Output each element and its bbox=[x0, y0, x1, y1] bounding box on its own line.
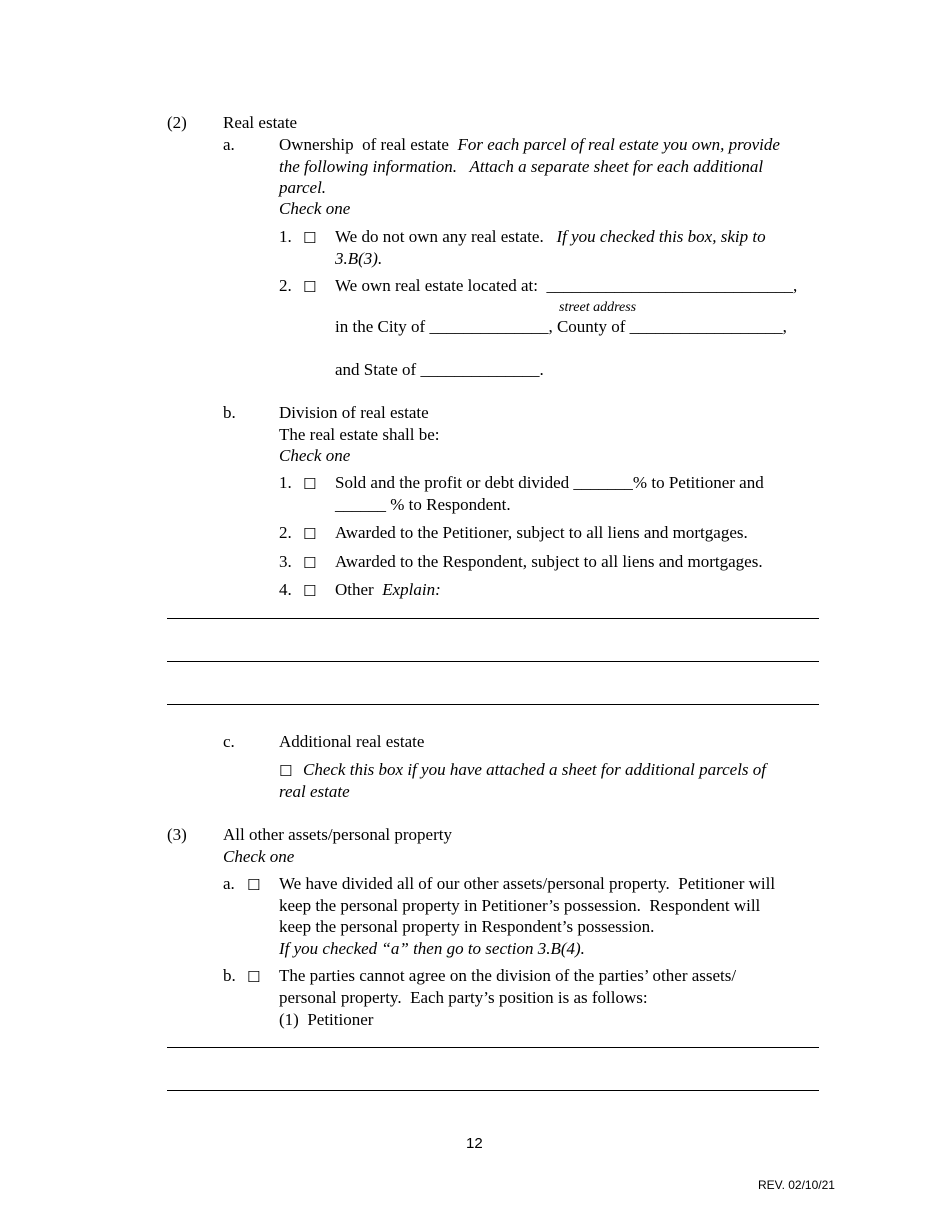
checkbox-icon: ☐ bbox=[303, 554, 317, 572]
b-opt2-number: 2. bbox=[279, 523, 292, 542]
a-opt2-state-line[interactable]: and State of ______________. bbox=[335, 360, 544, 379]
checkbox-icon: ☐ bbox=[303, 475, 317, 493]
item-a-instruction-2: the following information. Attach a separate sheet for each additional bbox=[279, 157, 764, 176]
explain-line-2[interactable] bbox=[167, 661, 819, 662]
item-a-instruction-3: parcel. bbox=[279, 178, 327, 197]
a-opt1-checkbox[interactable] bbox=[303, 227, 316, 249]
s3-a-letter: a. bbox=[223, 874, 235, 893]
item-b-title: Division of real estate bbox=[279, 403, 429, 422]
s3-a-text-2: keep the personal property in Petitioner’s possession. Respondent will bbox=[279, 896, 761, 915]
item-a-instruction: For each parcel of real estate you own, provide bbox=[457, 135, 780, 154]
item-b-subtitle: The real estate shall be: bbox=[279, 425, 440, 444]
checkbox-icon: ☐ bbox=[303, 582, 317, 600]
checkbox-icon: ☐ bbox=[303, 278, 317, 296]
section-2-title: Real estate bbox=[223, 113, 298, 132]
b-opt1-checkbox[interactable] bbox=[303, 473, 316, 495]
s3-a-checkbox[interactable] bbox=[247, 874, 260, 896]
a-opt1-note: If you checked this box, skip to bbox=[556, 227, 766, 246]
checkbox-icon: ☐ bbox=[303, 525, 317, 543]
c-note: Check this box if you have attached a sheet for additional parcels of bbox=[303, 760, 767, 779]
b-opt3-text: Awarded to the Respondent, subject to all liens and mortgages. bbox=[335, 552, 763, 571]
b-opt4-number: 4. bbox=[279, 580, 292, 599]
s3-b-text: The parties cannot agree on the division of the parties’ other assets/ bbox=[279, 966, 737, 985]
b-opt4-explain: Explain: bbox=[382, 580, 441, 599]
checkbox-icon: ☐ bbox=[279, 762, 293, 780]
b-opt4-checkbox[interactable] bbox=[303, 580, 316, 602]
petitioner-line-1[interactable] bbox=[167, 1047, 819, 1048]
checkbox-icon: ☐ bbox=[247, 968, 261, 986]
s3-b-letter: b. bbox=[223, 966, 236, 985]
page-number: 12 bbox=[466, 1135, 483, 1152]
section-3-number: (3) bbox=[167, 825, 187, 844]
s3-a-note: If you checked “a” then go to section 3.B(4). bbox=[279, 939, 585, 958]
c-note-2: real estate bbox=[279, 782, 350, 801]
section-3-title: All other assets/personal property bbox=[223, 825, 452, 844]
checkbox-icon: ☐ bbox=[247, 876, 261, 894]
item-b-letter: b. bbox=[223, 403, 236, 422]
section-2-number: (2) bbox=[167, 113, 187, 132]
b-opt1-number: 1. bbox=[279, 473, 292, 492]
revision-date: REV. 02/10/21 bbox=[758, 1178, 835, 1192]
a-opt1-text: We do not own any real estate. If you checked this box, skip to bbox=[335, 227, 766, 246]
item-a-check-one: Check one bbox=[279, 199, 351, 218]
a-opt2-checkbox[interactable] bbox=[303, 276, 316, 298]
street-address-label: street address bbox=[559, 300, 637, 315]
b-opt2-checkbox[interactable] bbox=[303, 523, 316, 545]
item-c-title: Additional real estate bbox=[279, 732, 425, 751]
checkbox-icon: ☐ bbox=[303, 229, 317, 247]
b-opt2-text: Awarded to the Petitioner, subject to all liens and mortgages. bbox=[335, 523, 748, 542]
b-opt3-number: 3. bbox=[279, 552, 292, 571]
explain-line-3[interactable] bbox=[167, 704, 819, 705]
s3-b-text-2: personal property. Each party’s position is as follows: bbox=[279, 988, 648, 1007]
item-c-letter: c. bbox=[223, 732, 235, 751]
c-checkbox[interactable] bbox=[279, 760, 292, 782]
explain-line-1[interactable] bbox=[167, 618, 819, 619]
s3-a-text-3: keep the personal property in Respondent’s possession. bbox=[279, 917, 655, 936]
b-opt1-text-2[interactable]: ______ % to Respondent. bbox=[335, 495, 511, 514]
s3-b-petitioner-label: (1) Petitioner bbox=[279, 1010, 374, 1029]
petitioner-line-2[interactable] bbox=[167, 1090, 819, 1091]
b-opt1-text[interactable]: Sold and the profit or debt divided _______% to Petitioner and bbox=[335, 473, 764, 492]
item-a-title: Ownership of real estate For each parcel of real estate you own, provide bbox=[279, 135, 780, 154]
s3-b-checkbox[interactable] bbox=[247, 966, 260, 988]
a-opt2-number: 2. bbox=[279, 276, 292, 295]
b-opt4-text: Other Explain: bbox=[335, 580, 441, 599]
s3-a-text: We have divided all of our other assets/personal property. Petitioner will bbox=[279, 874, 776, 893]
b-opt3-checkbox[interactable] bbox=[303, 552, 316, 574]
a-opt2-street-line[interactable]: We own real estate located at: _____________________________, bbox=[335, 276, 798, 295]
item-b-check-one: Check one bbox=[279, 446, 351, 465]
section-3-check-one: Check one bbox=[223, 847, 295, 866]
a-opt1-note-2: 3.B(3). bbox=[335, 249, 383, 268]
a-opt1-number: 1. bbox=[279, 227, 292, 246]
a-opt2-city-county-line[interactable]: in the City of ______________, County of __________________, bbox=[335, 317, 787, 336]
item-a-letter: a. bbox=[223, 135, 235, 154]
